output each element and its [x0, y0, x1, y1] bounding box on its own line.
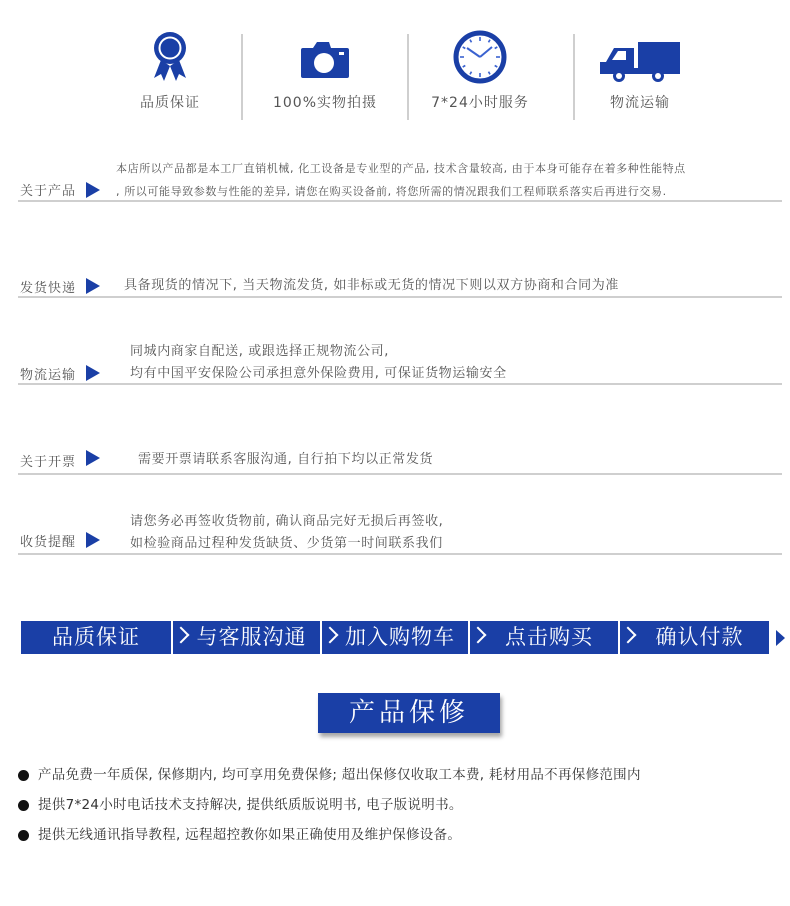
- truck-icon: [598, 40, 682, 84]
- process-step-buy: 点击购买: [470, 621, 618, 654]
- row-label: 关于产品: [20, 184, 77, 199]
- row-text: 需要开票请联系客服沟通, 自行拍下均以正常发货: [138, 452, 434, 467]
- warranty-title: 产品保修: [318, 693, 500, 733]
- info-row-shipping: [18, 272, 782, 298]
- info-row-about-product: [18, 158, 782, 202]
- purchase-process-bar: [21, 621, 777, 654]
- feature-label: 100%实物拍摄: [272, 95, 378, 111]
- warranty-item: 提供7*24小时电话技术支持解决, 提供纸质版说明书, 电子版说明书。: [18, 794, 790, 824]
- bullet-dot-icon: [18, 800, 29, 811]
- info-row-logistics: [18, 340, 782, 385]
- play-arrow-icon: [86, 450, 100, 466]
- ribbon-badge-icon: [150, 30, 190, 82]
- row-label: 发货快递: [20, 281, 77, 296]
- info-row-invoice: [18, 444, 782, 475]
- clock-icon: [453, 30, 507, 84]
- process-step-quality: 品质保证: [21, 621, 171, 654]
- warranty-item: 提供无线通讯指导教程, 远程超控教你如果正确使用及维护保修设备。: [18, 824, 790, 854]
- feature-real-photo: [255, 30, 395, 118]
- feature-label: 7*24小时服务: [431, 95, 529, 111]
- feature-service-hours: [410, 30, 550, 118]
- row-text: 请您务必再签收货物前, 确认商品完好无损后再签收, 如检验商品过程种发货缺货、少货第一时间联系我们: [130, 514, 444, 551]
- info-row-receipt-reminder: [18, 510, 782, 555]
- row-divider: [18, 553, 782, 555]
- feature-label: 物流运输: [610, 95, 670, 111]
- play-arrow-icon: [86, 365, 100, 381]
- row-label: 关于开票: [20, 455, 77, 470]
- warranty-item: 产品免费一年质保, 保修期内, 均可享用免费保修; 超出保修仅收取工本费, 耗材用品不再保修范围内: [18, 764, 790, 794]
- row-text: 具备现货的情况下, 当天物流发货, 如非标或无货的情况下则以双方协商和合同为准: [124, 278, 619, 293]
- feature-strip: [100, 30, 700, 118]
- feature-quality: [100, 30, 240, 118]
- process-step-contact-service: 与客服沟通: [173, 621, 320, 654]
- row-label: 物流运输: [20, 368, 77, 383]
- camera-icon: [299, 40, 351, 80]
- feature-logistics: [570, 30, 710, 118]
- row-divider: [18, 473, 782, 475]
- row-divider: [18, 200, 782, 202]
- play-arrow-icon: [86, 532, 100, 548]
- bullet-dot-icon: [18, 830, 29, 841]
- process-step-confirm-payment: 确认付款: [620, 621, 769, 654]
- chevron-right-icon: [470, 627, 487, 644]
- chevron-right-icon: [620, 627, 637, 644]
- bullet-dot-icon: [18, 770, 29, 781]
- play-arrow-icon: [86, 182, 100, 198]
- process-step-add-to-cart: 加入购物车: [322, 621, 468, 654]
- row-label: 收货提醒: [20, 535, 77, 550]
- row-text: 本店所以产品都是本工厂直销机械, 化工设备是专业型的产品, 技术含量较高, 由于本身可能存在着多种性能特点 , 所以可能导致参数与性能的差异, 请您在购买设备前, 将您所需的情况跟我们工程师联系落实后再进行交易.: [116, 162, 686, 198]
- warranty-list: [18, 764, 790, 854]
- divider: [241, 34, 243, 120]
- process-end-arrow-icon: [776, 630, 785, 646]
- row-divider: [18, 383, 782, 385]
- feature-label: 品质保证: [140, 95, 200, 111]
- row-divider: [18, 296, 782, 298]
- divider: [407, 34, 409, 120]
- row-text: 同城内商家自配送, 或跟选择正规物流公司, 均有中国平安保险公司承担意外保险费用, 可保证货物运输安全: [130, 344, 507, 381]
- play-arrow-icon: [86, 278, 100, 294]
